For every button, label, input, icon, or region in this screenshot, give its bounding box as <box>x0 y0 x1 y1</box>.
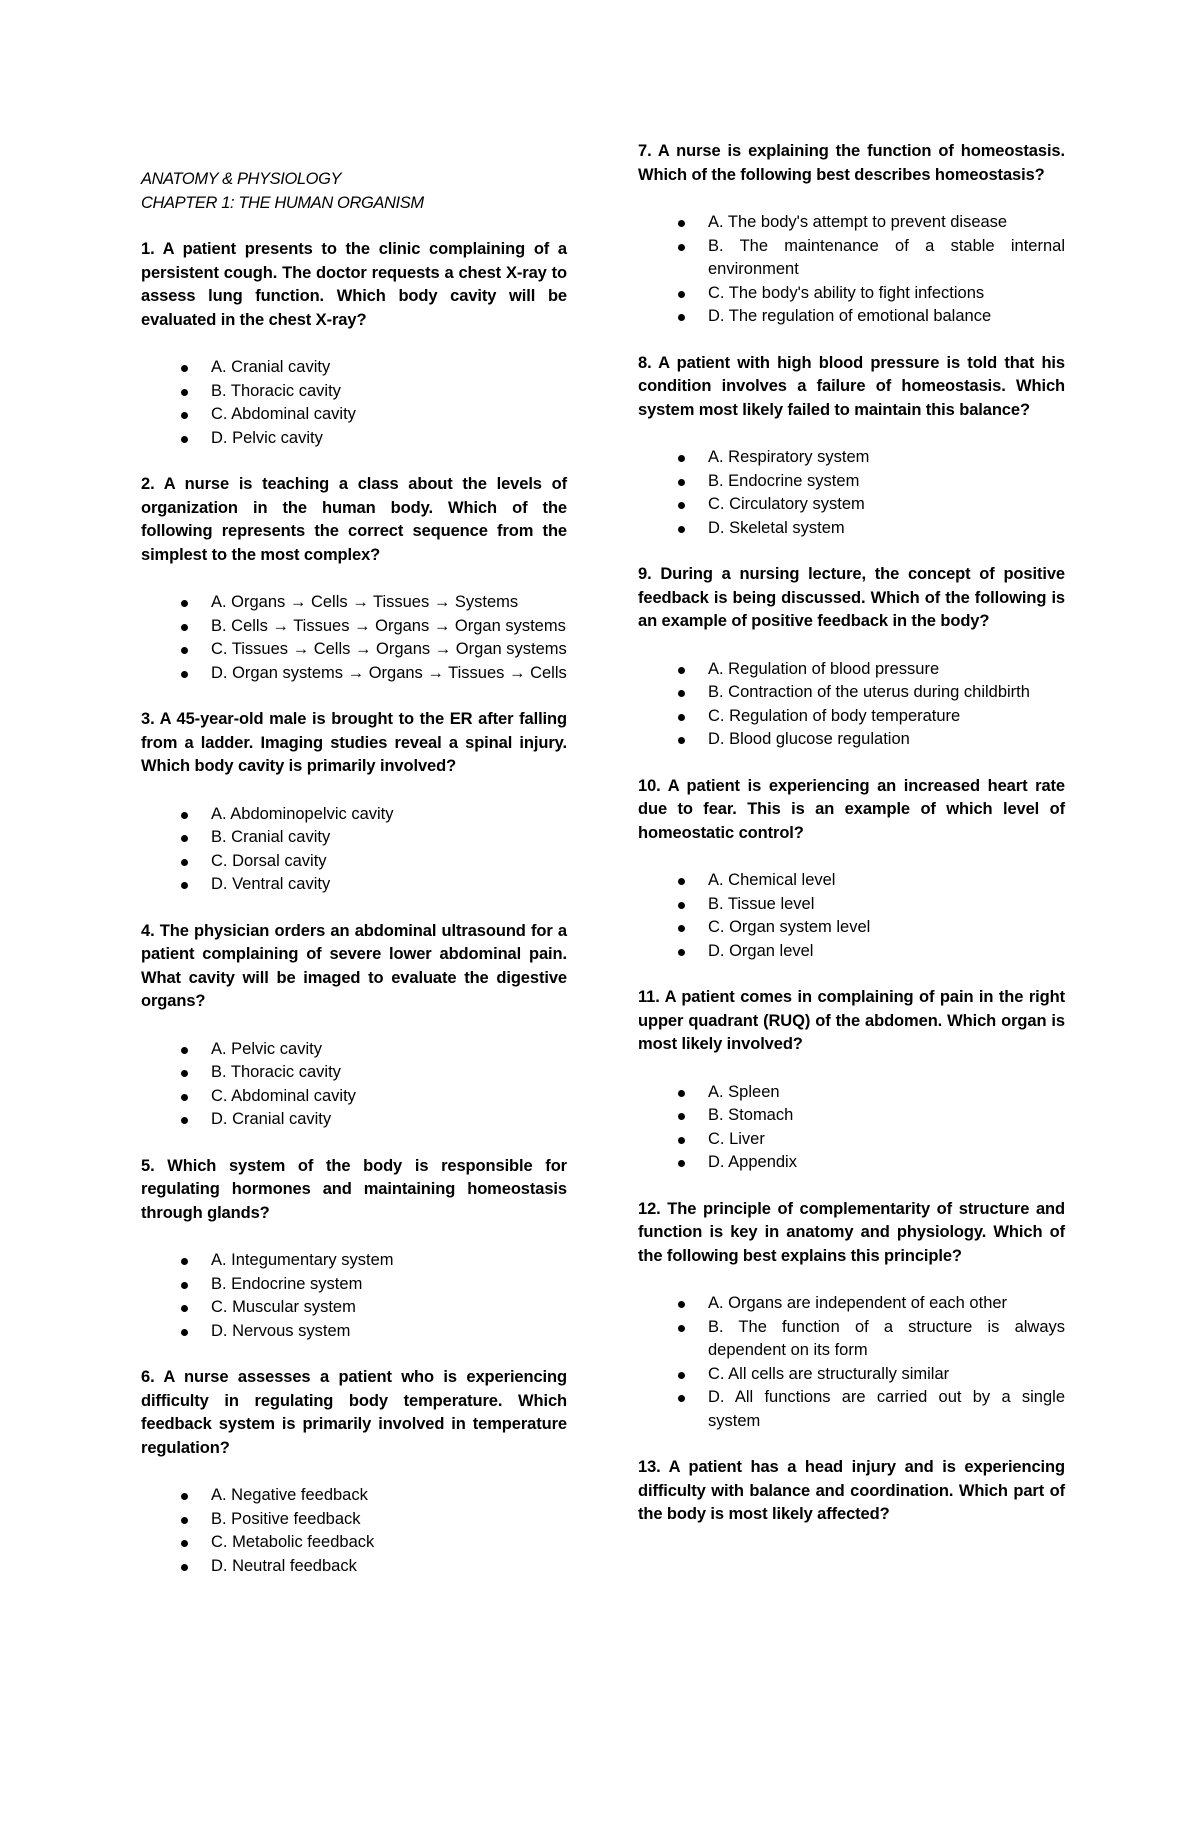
option-text: D. Organ systems → Organs → Tissues → Cells <box>211 663 567 682</box>
option-item <box>638 658 1065 682</box>
bullet-icon <box>181 412 188 419</box>
bullet-icon <box>181 389 188 396</box>
option-text: B. Tissue level <box>708 894 815 913</box>
option-text: C. Circulatory system <box>708 495 865 513</box>
option-item <box>141 427 567 451</box>
bullet-icon <box>181 859 188 866</box>
option-item <box>638 893 1065 917</box>
option-item <box>141 826 567 850</box>
left-column <box>141 167 567 1578</box>
option-text: C. Organ system level <box>708 918 871 936</box>
option-text: B. The function of a structure is always dependent on its form <box>708 1317 1065 1359</box>
option-item <box>141 615 567 639</box>
option-item <box>141 1555 567 1579</box>
bullet-icon <box>678 526 685 533</box>
option-item <box>638 916 1065 940</box>
question-5 <box>141 1155 567 1344</box>
bullet-icon <box>181 1047 188 1054</box>
question-text: 8. A patient with high blood pressure is told that his condition involves a failure of homeostasis. Which system most likely failed to maintain this balance? <box>638 353 1065 419</box>
option-item <box>141 1320 567 1344</box>
option-text: D. Neutral feedback <box>211 1556 357 1575</box>
right-column <box>638 140 1065 1527</box>
option-text: C. Regulation of body temperature <box>708 706 961 725</box>
option-item <box>638 1316 1065 1363</box>
bullet-icon <box>181 1540 188 1547</box>
bullet-icon <box>181 812 188 819</box>
question-6 <box>141 1366 567 1578</box>
bullet-icon <box>678 1137 685 1144</box>
option-text: C. Muscular system <box>211 1298 356 1316</box>
option-list <box>141 1249 567 1343</box>
option-list <box>141 1484 567 1578</box>
option-text: B. Cranial cavity <box>211 828 331 846</box>
bullet-icon <box>678 949 685 956</box>
question-text: 5. Which system of the body is responsible for regulating hormones and maintaining homeostasis through glands? <box>141 1156 567 1222</box>
option-item <box>638 470 1065 494</box>
option-item <box>141 1273 567 1297</box>
option-text: D. Pelvic cavity <box>211 428 323 447</box>
question-8 <box>638 352 1065 541</box>
bullet-icon <box>181 647 188 654</box>
option-item <box>638 305 1065 329</box>
question-1 <box>141 238 567 450</box>
option-item <box>141 873 567 897</box>
option-text: B. Endocrine system <box>708 471 860 490</box>
option-text: B. Cells → Tissues → Organs → Organ systems <box>211 616 566 635</box>
bullet-icon <box>181 624 188 631</box>
option-item <box>141 1085 567 1109</box>
option-item <box>638 1363 1065 1387</box>
option-text: D. Organ level <box>708 941 814 960</box>
option-item <box>141 1108 567 1132</box>
course-title: ANATOMY & PHYSIOLOGY <box>141 170 342 188</box>
question-13 <box>638 1456 1065 1527</box>
option-list <box>141 356 567 450</box>
bullet-icon <box>678 902 685 909</box>
option-item <box>141 638 567 662</box>
chapter-title: CHAPTER 1: THE HUMAN ORGANISM <box>141 194 424 212</box>
option-item <box>638 728 1065 752</box>
option-item <box>638 1128 1065 1152</box>
option-list <box>638 658 1065 752</box>
option-text: B. Endocrine system <box>211 1274 363 1293</box>
option-text: D. Blood glucose regulation <box>708 730 910 748</box>
option-list <box>141 803 567 897</box>
question-text: 11. A patient comes in complaining of pain in the right upper quadrant (RUQ) of the abdomen. Which organ is most likely involved? <box>638 988 1065 1053</box>
question-11 <box>638 986 1065 1175</box>
bullet-icon <box>678 714 685 721</box>
option-item <box>638 493 1065 517</box>
question-text: 3. A 45-year-old male is brought to the ER after falling from a ladder. Imaging studies reveal a spinal injury. Which body cavity is primarily involved? <box>141 710 567 775</box>
option-text: D. All functions are carried out by a single system <box>708 1388 1065 1430</box>
bullet-icon <box>678 1160 685 1167</box>
option-list <box>141 1038 567 1132</box>
question-text: 9. During a nursing lecture, the concept of positive feedback is being discussed. Which of the following is an example of positive feedback in the body? <box>638 565 1065 630</box>
bullet-icon <box>678 1325 685 1332</box>
option-text: B. Thoracic cavity <box>211 1063 341 1081</box>
option-item <box>638 446 1065 470</box>
bullet-icon <box>181 835 188 842</box>
option-text: C. Abdominal cavity <box>211 405 356 423</box>
option-text: C. Liver <box>708 1129 765 1148</box>
bullet-icon <box>678 1395 685 1402</box>
option-item <box>141 1531 567 1555</box>
option-text: D. Ventral cavity <box>211 875 331 893</box>
question-text: 2. A nurse is teaching a class about the levels of organization in the human body. Which of the following represents the correct sequence from the simplest to the most complex? <box>141 475 567 564</box>
option-text: A. Respiratory system <box>708 448 870 466</box>
bullet-icon <box>181 436 188 443</box>
option-item <box>141 1249 567 1273</box>
option-item <box>638 235 1065 282</box>
bullet-icon <box>181 600 188 607</box>
option-item <box>638 940 1065 964</box>
option-item <box>141 356 567 380</box>
question-9 <box>638 563 1065 752</box>
option-text: A. Abdominopelvic cavity <box>211 804 394 823</box>
bullet-icon <box>181 1070 188 1077</box>
bullet-icon <box>181 882 188 889</box>
option-text: A. Organs → Cells → Tissues → Systems <box>211 593 519 611</box>
option-text: D. Nervous system <box>211 1321 351 1340</box>
bullet-icon <box>678 1372 685 1379</box>
bullet-icon <box>678 455 685 462</box>
question-text: 1. A patient presents to the clinic complaining of a persistent cough. The doctor requests a chest X-ray to assess lung function. Which body cavity will be evaluated in the chest X-ray? <box>141 240 567 329</box>
option-item <box>141 803 567 827</box>
option-item <box>141 380 567 404</box>
option-list <box>638 211 1065 329</box>
bullet-icon <box>181 1329 188 1336</box>
bullet-icon <box>678 925 685 932</box>
question-text: 6. A nurse assesses a patient who is experiencing difficulty in regulating body temperature. Which feedback system is primarily involved in temperature regulation? <box>141 1368 567 1457</box>
option-item <box>638 211 1065 235</box>
option-text: C. Abdominal cavity <box>211 1086 356 1105</box>
question-10 <box>638 775 1065 964</box>
option-list <box>638 869 1065 963</box>
option-item <box>638 705 1065 729</box>
option-text: B. Thoracic cavity <box>211 381 341 400</box>
option-item <box>141 1061 567 1085</box>
option-item <box>638 1292 1065 1316</box>
option-item <box>141 1484 567 1508</box>
bullet-icon <box>181 1305 188 1312</box>
question-4 <box>141 920 567 1132</box>
option-text: C. Tissues → Cells → Organs → Organ systems <box>211 640 567 658</box>
bullet-icon <box>181 671 188 678</box>
option-text: B. Stomach <box>708 1106 794 1124</box>
question-12 <box>638 1198 1065 1434</box>
option-list <box>638 446 1065 540</box>
bullet-icon <box>181 1493 188 1500</box>
bullet-icon <box>678 878 685 885</box>
question-2 <box>141 473 567 685</box>
option-text: B. Positive feedback <box>211 1509 361 1528</box>
option-text: A. Regulation of blood pressure <box>708 659 940 678</box>
bullet-icon <box>678 502 685 509</box>
question-text: 4. The physician orders an abdominal ultrasound for a patient complaining of severe lower abdominal pain. What cavity will be imaged to evaluate the digestive organs? <box>141 921 567 1010</box>
bullet-icon <box>678 291 685 298</box>
option-item <box>141 850 567 874</box>
option-text: B. Contraction of the uterus during childbirth <box>708 683 1030 701</box>
option-text: B. The maintenance of a stable internal environment <box>708 236 1065 278</box>
option-text: D. Cranial cavity <box>211 1110 332 1128</box>
question-text: 12. The principle of complementarity of structure and function is key in anatomy and physiology. Which of the following best explains this principle? <box>638 1199 1065 1265</box>
option-text: D. Skeletal system <box>708 518 845 537</box>
bullet-icon <box>678 244 685 251</box>
option-item <box>638 681 1065 705</box>
option-text: A. Integumentary system <box>211 1251 394 1269</box>
bullet-icon <box>181 365 188 372</box>
question-text: 13. A patient has a head injury and is experiencing difficulty with balance and coordination. Which part of the body is most likely affected? <box>638 1458 1065 1523</box>
bullet-icon <box>181 1564 188 1571</box>
option-text: A. The body's attempt to prevent disease <box>708 213 1008 231</box>
option-item <box>638 1151 1065 1175</box>
bullet-icon <box>678 737 685 744</box>
bullet-icon <box>678 1113 685 1120</box>
option-item <box>638 869 1065 893</box>
option-item <box>141 591 567 615</box>
option-text: A. Chemical level <box>708 871 836 889</box>
bullet-icon <box>678 667 685 674</box>
option-item <box>141 1296 567 1320</box>
option-text: C. The body's ability to fight infections <box>708 283 985 302</box>
option-item <box>638 1081 1065 1105</box>
bullet-icon <box>678 1301 685 1308</box>
bullet-icon <box>678 690 685 697</box>
option-item <box>638 282 1065 306</box>
option-text: C. All cells are structurally similar <box>708 1364 950 1383</box>
option-list <box>141 591 567 685</box>
option-text: C. Metabolic feedback <box>211 1533 375 1551</box>
bullet-icon <box>181 1282 188 1289</box>
option-text: C. Dorsal cavity <box>211 851 327 870</box>
option-text: D. Appendix <box>708 1153 797 1171</box>
option-list <box>638 1292 1065 1433</box>
option-item <box>141 662 567 686</box>
option-item <box>638 517 1065 541</box>
bullet-icon <box>181 1117 188 1124</box>
option-item <box>638 1104 1065 1128</box>
option-list <box>638 1081 1065 1175</box>
option-text: A. Negative feedback <box>211 1486 368 1504</box>
option-text: D. The regulation of emotional balance <box>708 307 992 325</box>
question-text: 10. A patient is experiencing an increased heart rate due to fear. This is an example of which level of homeostatic control? <box>638 776 1065 842</box>
option-item <box>141 403 567 427</box>
bullet-icon <box>678 1090 685 1097</box>
question-text: 7. A nurse is explaining the function of homeostasis. Which of the following best describes homeostasis? <box>638 142 1065 184</box>
option-text: A. Organs are independent of each other <box>708 1294 1008 1312</box>
bullet-icon <box>678 220 685 227</box>
bullet-icon <box>678 314 685 321</box>
question-3 <box>141 708 567 897</box>
bullet-icon <box>181 1258 188 1265</box>
question-7 <box>638 140 1065 329</box>
option-text: A. Spleen <box>708 1082 780 1101</box>
bullet-icon <box>181 1094 188 1101</box>
option-item <box>141 1038 567 1062</box>
option-text: A. Cranial cavity <box>211 358 331 376</box>
bullet-icon <box>181 1517 188 1524</box>
option-item <box>141 1508 567 1532</box>
option-text: A. Pelvic cavity <box>211 1039 322 1058</box>
bullet-icon <box>678 479 685 486</box>
option-item <box>638 1386 1065 1433</box>
